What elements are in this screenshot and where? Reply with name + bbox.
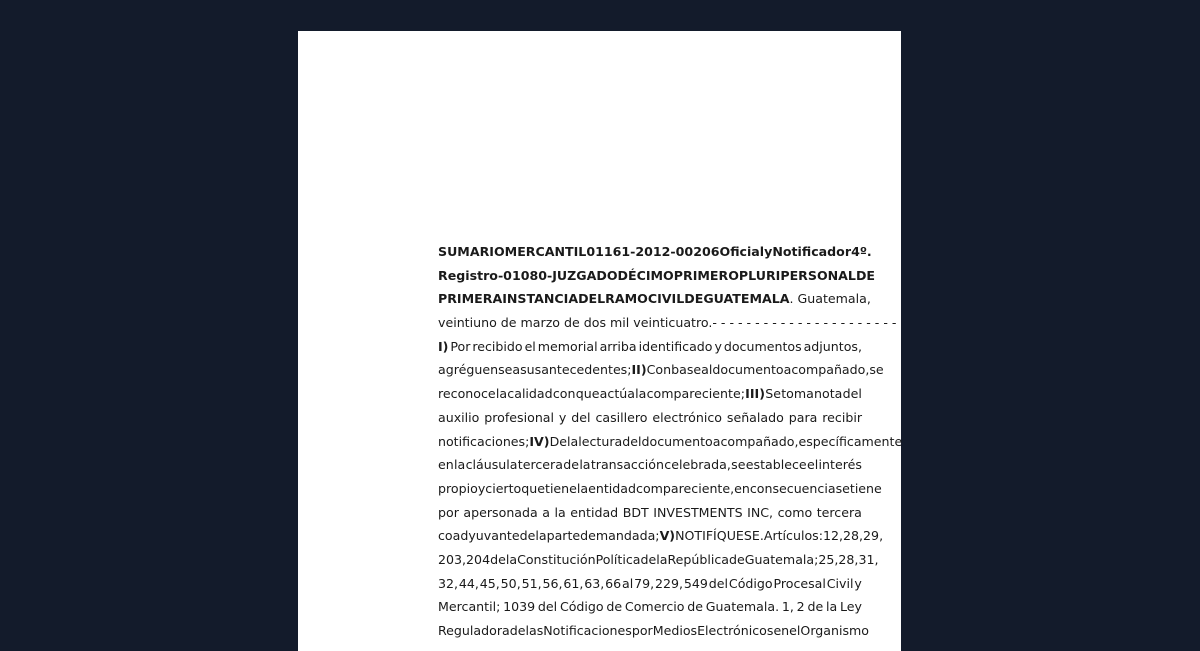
text-word: de xyxy=(509,623,526,638)
text-word: De xyxy=(549,433,568,449)
text-word: auxilio xyxy=(438,409,480,425)
text-word: 79, xyxy=(634,575,655,591)
text-word: Organismo xyxy=(800,623,870,638)
text-line xyxy=(438,406,862,430)
text-word: documento xyxy=(712,362,784,378)
text-word: de xyxy=(490,551,506,567)
text-word: en xyxy=(438,457,454,473)
text-word: para xyxy=(788,409,818,425)
text-word: al xyxy=(622,575,634,591)
text-word: NOTIFÍQUESE. xyxy=(675,528,764,544)
text-word: 203, xyxy=(438,551,467,567)
text-word: que xyxy=(575,386,600,402)
text-word: antecedentes; xyxy=(541,362,632,378)
text-word: la xyxy=(579,457,591,473)
text-word: III) xyxy=(745,386,765,402)
text-word: acompañado, xyxy=(783,362,870,378)
document-page xyxy=(298,31,901,651)
text-word: memorial xyxy=(537,338,598,354)
text-word: y xyxy=(477,480,486,496)
text-word: apersonada xyxy=(463,504,538,520)
text-word: documentos xyxy=(723,338,802,354)
text-word: la xyxy=(635,386,647,402)
text-line xyxy=(438,477,882,501)
text-word: IV) xyxy=(529,433,550,449)
text-word: se xyxy=(869,362,884,378)
text-word: toma xyxy=(781,386,814,402)
text-word: en xyxy=(734,480,750,496)
text-line xyxy=(438,619,870,643)
text-word: tercera xyxy=(517,457,563,473)
text-word: DÉCIMO xyxy=(617,267,674,283)
text-line xyxy=(438,572,862,596)
text-word: en xyxy=(773,623,790,638)
text-word: del xyxy=(842,386,862,402)
text-word: parte xyxy=(546,528,581,544)
text-word: Artículos: xyxy=(763,528,823,544)
text-word: PRIMERA xyxy=(438,291,503,307)
text-line xyxy=(438,382,862,406)
text-word: tiene xyxy=(545,480,577,496)
text-word: se xyxy=(835,480,850,496)
text-word: base xyxy=(671,362,702,378)
text-word: al xyxy=(701,362,713,378)
text-word: 204 xyxy=(466,551,491,567)
text-word: arriba xyxy=(599,338,637,354)
text-word: PLURIPERSONAL xyxy=(738,267,856,283)
text-line xyxy=(438,264,876,288)
text-word: Se xyxy=(765,386,781,402)
text-word: la xyxy=(554,504,566,520)
text-word: se xyxy=(731,457,746,473)
text-word: INSTANCIA xyxy=(502,291,579,307)
text-word: cierto xyxy=(485,480,522,496)
text-word: DEL xyxy=(578,291,606,307)
text-word: a xyxy=(542,504,550,520)
text-word: Mercantil; xyxy=(438,599,501,615)
text-word: veintiuno de marzo de dos mil veinticuatro.- - - - - - - - - - - - - - - - - - - - - - xyxy=(438,315,897,331)
text-word: a xyxy=(512,362,521,378)
text-word: Constitución xyxy=(517,551,596,567)
text-word: cláusula xyxy=(465,457,518,473)
text-word: 61, xyxy=(563,575,584,591)
text-word: Con xyxy=(646,362,672,378)
text-line xyxy=(438,595,862,619)
text-word: CIVIL xyxy=(647,291,685,307)
text-word: de xyxy=(519,528,536,544)
text-line xyxy=(438,501,862,525)
text-word: el xyxy=(524,338,536,354)
text-word: compareciente, xyxy=(636,480,735,496)
text-word: INVESTMENTS xyxy=(653,504,743,520)
text-word: celebrada, xyxy=(664,457,731,473)
text-word: del xyxy=(708,575,729,591)
text-word: República xyxy=(667,551,730,567)
text-word: electrónico xyxy=(652,409,722,425)
text-word: la xyxy=(576,480,589,496)
text-word: profesional xyxy=(484,409,555,425)
text-word: PRIMERO xyxy=(673,267,739,283)
text-word: Reguladora xyxy=(438,623,510,638)
text-word: V) xyxy=(659,528,676,544)
text-word: Comercio xyxy=(624,599,685,615)
text-word: por xyxy=(631,623,653,638)
text-line xyxy=(438,548,879,572)
text-word: Oficial xyxy=(719,244,765,259)
text-word: JUZGADO xyxy=(552,267,618,283)
text-word: Notificador xyxy=(772,244,852,259)
text-word: y xyxy=(714,338,722,354)
text-word: específicamente xyxy=(798,433,903,449)
text-word: con xyxy=(552,386,576,402)
text-word: la xyxy=(495,386,508,402)
text-word: agréguense xyxy=(438,362,513,378)
text-word: II) xyxy=(631,362,647,378)
text-word: notificaciones; xyxy=(438,433,530,449)
text-word: RAMO xyxy=(605,291,648,307)
text-word: del xyxy=(622,433,642,449)
text-word: 56, xyxy=(542,575,563,591)
text-word: propio xyxy=(438,480,478,496)
text-line xyxy=(438,335,862,359)
text-word: la xyxy=(535,528,547,544)
text-word: nota xyxy=(814,386,843,402)
text-word: por xyxy=(438,504,459,520)
text-word: la xyxy=(825,599,838,615)
text-word: transacción xyxy=(590,457,664,473)
text-word: 2 xyxy=(796,599,805,615)
text-word: 44, xyxy=(458,575,479,591)
text-word: GUATEMALA xyxy=(703,291,790,307)
text-word: reconoce xyxy=(438,386,496,402)
text-word: tercera xyxy=(816,504,862,520)
text-line xyxy=(438,358,884,382)
text-word: Política xyxy=(595,551,641,567)
text-word: la xyxy=(656,551,668,567)
text-line xyxy=(438,311,897,335)
text-line xyxy=(438,453,862,477)
text-word: sus xyxy=(520,362,542,378)
text-word: 63, xyxy=(584,575,605,591)
text-word: 51, xyxy=(521,575,542,591)
text-word: . Guatemala, xyxy=(789,291,871,307)
text-word: tiene xyxy=(849,480,882,496)
text-word: las xyxy=(525,623,544,638)
text-word: MERCANTIL xyxy=(504,244,587,259)
text-word: DE xyxy=(855,267,876,283)
text-word: Civil xyxy=(826,575,854,591)
text-word: DE xyxy=(684,291,704,307)
text-word: Medios xyxy=(652,623,698,638)
text-word: identificado xyxy=(638,338,713,354)
text-word: de xyxy=(563,457,579,473)
text-word: 1039 xyxy=(503,599,536,615)
document-body xyxy=(438,240,903,643)
text-word: de xyxy=(606,599,623,615)
text-word: 1, xyxy=(781,599,794,615)
text-word: de xyxy=(640,551,657,567)
text-word: el xyxy=(789,623,801,638)
text-word: Código xyxy=(728,575,773,591)
text-word: que xyxy=(521,480,545,496)
text-word: 31, xyxy=(858,551,879,567)
text-word: Por xyxy=(450,338,471,354)
text-word: 549 xyxy=(683,575,708,591)
text-word: la xyxy=(567,433,579,449)
text-word: casillero xyxy=(595,409,648,425)
text-word: la xyxy=(454,457,466,473)
text-word: Código xyxy=(559,599,604,615)
text-word: y xyxy=(854,575,862,591)
text-word: entidad xyxy=(570,504,619,520)
text-word: recibido xyxy=(472,338,523,354)
text-word: Procesal xyxy=(773,575,826,591)
text-word: -01080- xyxy=(497,267,553,283)
text-word: coadyuvante xyxy=(438,528,520,544)
text-word: documento xyxy=(641,433,713,449)
text-word: y xyxy=(558,409,567,425)
text-line xyxy=(438,524,884,548)
text-word: 25, xyxy=(818,551,839,567)
text-word: Ley xyxy=(839,599,862,615)
text-word: de xyxy=(729,551,745,567)
text-word: 28, xyxy=(838,551,859,567)
text-word: recibir xyxy=(822,409,862,425)
text-line xyxy=(438,287,871,311)
text-word: de xyxy=(807,599,824,615)
text-word: de xyxy=(687,599,703,615)
text-word: Guatemala; xyxy=(744,551,819,567)
text-word: actúa xyxy=(599,386,635,402)
text-word: Notificaciones xyxy=(543,623,632,638)
text-word: el xyxy=(806,457,819,473)
text-word: 29, xyxy=(863,528,884,544)
text-word: BDT xyxy=(622,504,649,520)
text-word: del xyxy=(571,409,591,425)
text-word: I) xyxy=(438,338,449,354)
text-word: Guatemala. xyxy=(705,599,780,615)
text-word: del xyxy=(537,599,558,615)
text-word: 45, xyxy=(479,575,500,591)
text-word: 4º. xyxy=(851,244,872,259)
text-word: 66 xyxy=(605,575,622,591)
text-word: establece xyxy=(745,457,807,473)
text-line xyxy=(438,430,903,454)
text-word: 12, xyxy=(822,528,844,544)
text-word: demandada; xyxy=(580,528,660,544)
text-word: la xyxy=(505,551,518,567)
text-word: lectura xyxy=(578,433,623,449)
text-word: y xyxy=(764,244,773,259)
text-word: acompañado, xyxy=(712,433,799,449)
text-word: 28, xyxy=(843,528,864,544)
text-word: compareciente; xyxy=(646,386,745,402)
text-word: INC, xyxy=(747,504,774,520)
text-word: 32, xyxy=(438,575,459,591)
text-word: 01161-2012-00206 xyxy=(586,244,720,259)
text-word: Registro xyxy=(438,267,498,283)
text-word: interés xyxy=(818,457,862,473)
text-word: 229, xyxy=(654,575,684,591)
text-line xyxy=(438,240,872,264)
text-word: como xyxy=(777,504,813,520)
text-word: Electrónicos xyxy=(697,623,774,638)
text-word: consecuencia xyxy=(749,480,836,496)
text-word: adjuntos, xyxy=(803,338,862,354)
text-word: entidad xyxy=(588,480,637,496)
text-word: SUMARIO xyxy=(438,244,505,259)
text-word: señalado xyxy=(726,409,784,425)
text-word: calidad xyxy=(507,386,553,402)
text-word: 50, xyxy=(500,575,521,591)
